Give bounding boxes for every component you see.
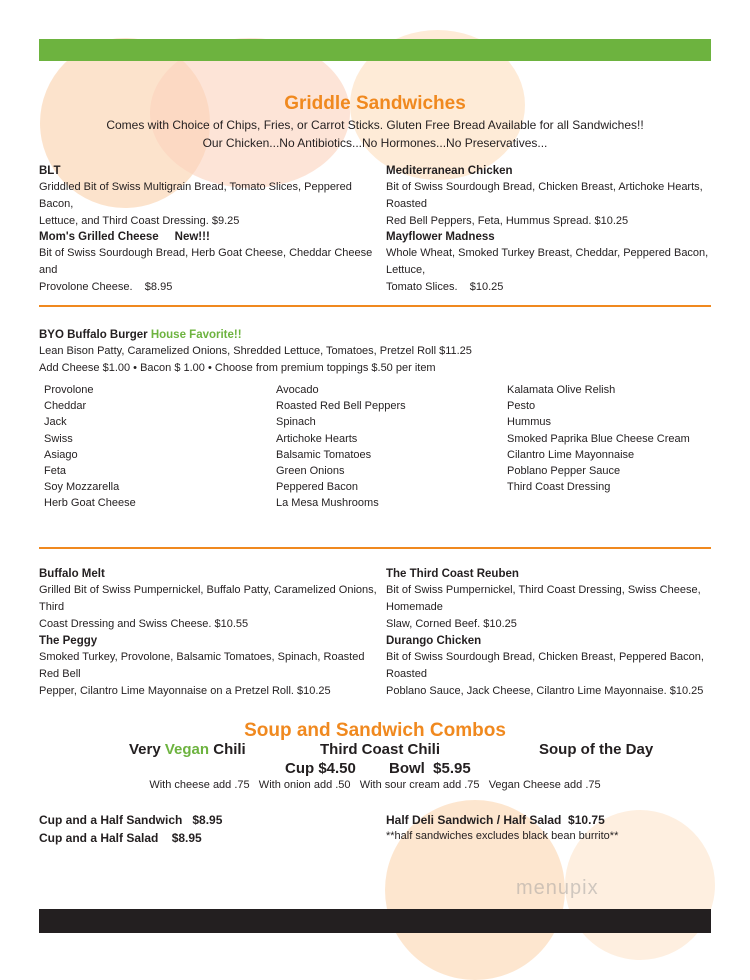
item-desc: Lettuce, and Third Coast Dressing. $9.25 — [39, 215, 240, 227]
item-desc: Provolone Cheese. $8.95 — [39, 281, 173, 293]
list-item: Artichoke Hearts — [276, 432, 358, 445]
item-desc: Smoked Turkey, Provolone, Balsamic Tomatoes, Spinach, Roasted Red Bell — [39, 651, 365, 680]
burger-section — [39, 327, 711, 377]
soup-very-vegan-chili — [129, 741, 246, 758]
vegan-highlight: Vegan — [164, 741, 210, 758]
list-item: Cheddar — [44, 400, 87, 413]
section-divider — [39, 547, 711, 549]
item-desc: Grilled Bit of Swiss Pumpernickel, Buffalo Patty, Caramelized Onions, Third — [39, 584, 377, 613]
item-desc: Red Bell Peppers, Feta, Hummus Spread. $10.25 — [386, 215, 629, 227]
top-green-bar — [39, 39, 711, 61]
soup-addons: With cheese add .75 With onion add .50 With sour cream add .75 Vegan Cheese add .75 — [149, 779, 601, 791]
list-item: Hummus — [507, 416, 552, 429]
list-item: Soy Mozzarella — [44, 481, 120, 494]
watermark: menupix — [516, 877, 599, 899]
list-item: Balsamic Tomatoes — [276, 448, 372, 461]
burger-heading — [39, 327, 711, 343]
menu-item-buffalo-melt — [39, 566, 379, 633]
burger-desc: Lean Bison Patty, Caramelized Onions, Shredded Lettuce, Tomatoes, Pretzel Roll $11.25 — [39, 345, 472, 357]
list-item: Avocado — [276, 384, 319, 396]
menu-item-mediterranean-chicken — [386, 163, 711, 230]
item-desc: Coast Dressing and Swiss Cheese. $10.55 — [39, 618, 249, 630]
bowl-price: Bowl $5.95 — [389, 760, 471, 777]
soup-of-the-day: Soup of the Day — [539, 741, 654, 758]
list-item: Peppered Bacon — [276, 481, 358, 494]
toppings-column-veggies — [276, 382, 406, 512]
list-item: Roasted Red Bell Peppers — [276, 400, 406, 413]
item-name: Mom's Grilled Cheese New!!! — [39, 231, 210, 243]
soup-suffix: Chili — [209, 741, 246, 758]
cup-half-salad: Cup and a Half Salad $8.95 — [39, 831, 202, 845]
menu-item-durango-chicken — [386, 633, 711, 700]
item-desc: Slaw, Corned Beef. $10.25 — [386, 618, 517, 630]
list-item: Green Onions — [276, 465, 345, 478]
item-name: The Peggy — [39, 635, 98, 647]
list-item: Asiago — [44, 448, 78, 461]
list-item: Smoked Paprika Blue Cheese Cream — [507, 432, 690, 445]
menu-item-mayflower-madness — [386, 229, 711, 296]
list-item: Poblano Pepper Sauce — [507, 465, 621, 478]
section-divider — [39, 305, 711, 307]
cup-half-sandwich: Cup and a Half Sandwich $8.95 — [39, 813, 223, 827]
list-item: Feta — [44, 465, 67, 478]
griddle-subtitle-1: Comes with Choice of Chips, Fries, or Carrot Sticks. Gluten Free Bread Available for all Sandwiches!! — [106, 118, 644, 132]
item-desc: Poblano Sauce, Jack Cheese, Cilantro Lime Mayonnaise. $10.25 — [386, 685, 704, 697]
menu-item-third-coast-reuben — [386, 566, 711, 633]
cup-price: Cup $4.50 — [285, 760, 356, 777]
list-item: Cilantro Lime Mayonnaise — [507, 448, 635, 461]
toppings-column-cheeses — [44, 382, 136, 512]
burger-addons: Add Cheese $1.00 • Bacon $ 1.00 • Choose from premium toppings $.50 per item — [39, 362, 436, 374]
item-name: Mediterranean Chicken — [386, 165, 513, 177]
item-name: BLT — [39, 165, 61, 177]
burger-name: BYO Buffalo Burger — [39, 329, 148, 341]
item-desc: Griddled Bit of Swiss Multigrain Bread, Tomato Slices, Peppered Bacon, — [39, 181, 352, 210]
griddle-title: Griddle Sandwiches — [284, 93, 466, 114]
menu-item-moms-grilled-cheese — [39, 229, 379, 296]
half-deli-sandwich: Half Deli Sandwich / Half Salad $10.75 — [386, 813, 605, 827]
item-name: The Third Coast Reuben — [386, 568, 519, 580]
item-name: Mayflower Madness — [386, 231, 495, 243]
soup-third-coast-chili: Third Coast Chili — [320, 741, 440, 758]
combos-title: Soup and Sandwich Combos — [244, 720, 506, 741]
list-item: Provolone — [44, 384, 94, 396]
house-favorite-tag: House Favorite!! — [150, 329, 242, 341]
item-desc: Pepper, Cilantro Lime Mayonnaise on a Pretzel Roll. $10.25 — [39, 685, 331, 697]
item-desc: Tomato Slices. $10.25 — [386, 281, 504, 293]
item-desc: Bit of Swiss Pumpernickel, Third Coast Dressing, Swiss Cheese, Homemade — [386, 584, 701, 613]
item-desc: Bit of Swiss Sourdough Bread, Chicken Breast, Peppered Bacon, Roasted — [386, 651, 704, 680]
toppings-column-sauces — [507, 382, 690, 495]
soup-prefix: Very — [129, 741, 165, 758]
list-item: Kalamata Olive Relish — [507, 384, 616, 396]
list-item: Herb Goat Cheese — [44, 497, 136, 510]
half-sandwich-note: **half sandwiches excludes black bean burrito** — [386, 830, 619, 842]
list-item: Swiss — [44, 432, 73, 445]
item-name: Durango Chicken — [386, 635, 482, 647]
item-desc: Bit of Swiss Sourdough Bread, Herb Goat Cheese, Cheddar Cheese and — [39, 247, 373, 276]
list-item: Spinach — [276, 416, 316, 429]
menu-item-blt — [39, 163, 379, 230]
list-item: Jack — [44, 416, 67, 429]
item-desc: Bit of Swiss Sourdough Bread, Chicken Breast, Artichoke Hearts, Roasted — [386, 181, 703, 210]
list-item: La Mesa Mushrooms — [276, 497, 379, 510]
item-name: Buffalo Melt — [39, 568, 105, 580]
list-item: Pesto — [507, 400, 536, 413]
list-item: Third Coast Dressing — [507, 481, 611, 494]
bottom-dark-bar — [39, 909, 711, 933]
item-desc: Whole Wheat, Smoked Turkey Breast, Cheddar, Peppered Bacon, Lettuce, — [386, 247, 709, 276]
menu-item-the-peggy — [39, 633, 379, 700]
griddle-subtitle-2: Our Chicken...No Antibiotics...No Hormones...No Preservatives... — [202, 136, 548, 150]
